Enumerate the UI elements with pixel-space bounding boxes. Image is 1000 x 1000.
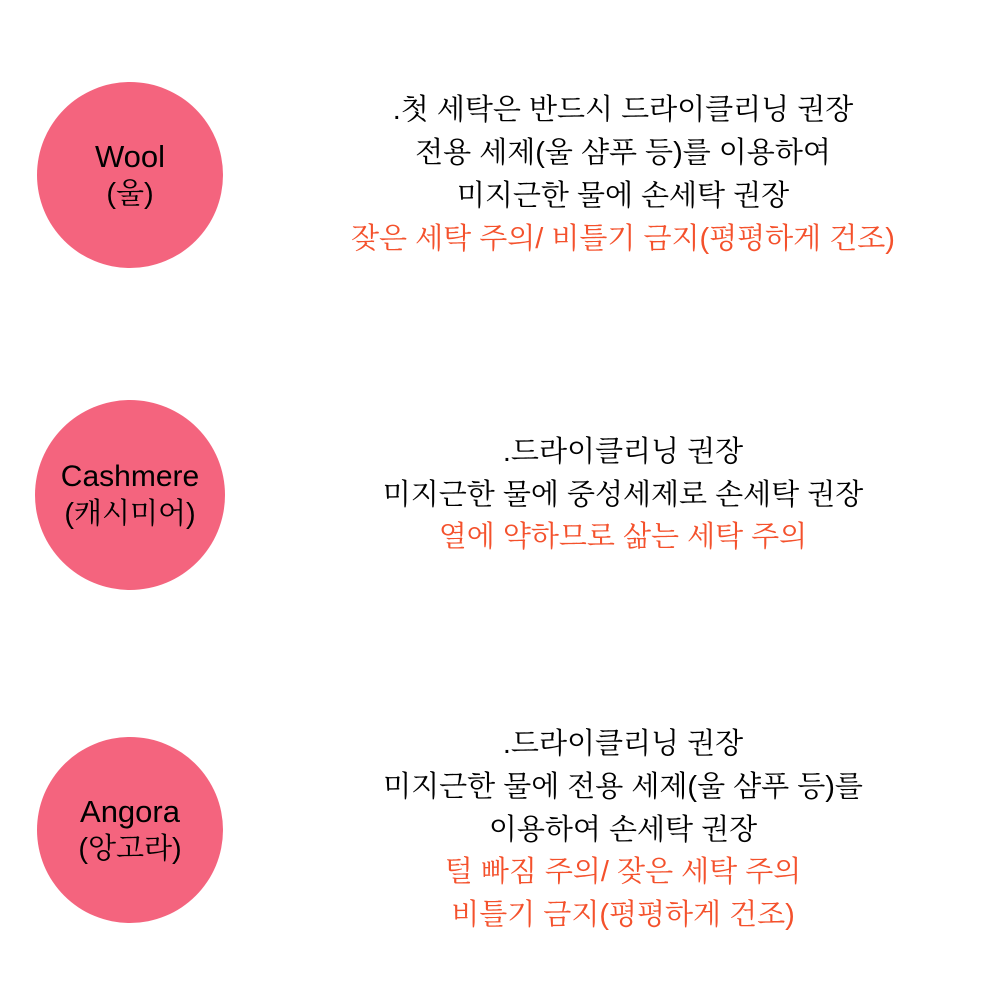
badge-column-wool [0,82,260,268]
fabric-badge-label-ko: (앙고라) [78,833,182,866]
badge-column-cashmere [0,400,260,590]
fabric-badge-label-en: Cashmere [60,460,200,494]
badge-column-angora [0,737,260,923]
care-line: 미지근한 물에 손세탁 권장 [456,180,790,212]
care-line-warning: 털 빠짐 주의/ 잦은 세탁 주의 [444,856,802,889]
care-line: .드라이클리닝 권장 [502,727,744,760]
fabric-badge-label-ko: (울) [106,178,154,211]
care-line: 미지근한 물에 전용 세제(울 샴푸 등)를 [383,770,863,803]
care-instructions-wool [260,89,1000,261]
fabric-badge-cashmere [35,400,225,590]
care-line-warning: 열에 약하므로 삶는 세탁 주의 [438,521,808,554]
care-row-angora [0,680,1000,980]
care-line: .첫 세탁은 반드시 드라이클리닝 권장 [392,94,854,127]
fabric-badge-wool [37,82,223,268]
care-row-wool [0,40,1000,310]
fabric-badge-label-ko: (캐시미어) [64,497,196,530]
care-instructions-cashmere [260,431,1000,560]
care-line-warning: 비틀기 금지(평평하게 건조) [451,899,795,932]
care-line: 전용 세제(울 샴푸 등)를 이용하여 [415,137,831,170]
care-line-warning: 잦은 세탁 주의/ 비틀기 금지(평평하게 건조) [351,222,895,255]
care-instructions-angora [260,723,1000,938]
fabric-badge-angora [37,737,223,923]
care-line: 이용하여 손세탁 권장 [488,813,758,846]
fabric-badge-label-en: Wool [94,138,166,174]
fabric-badge-label-en: Angora [80,793,180,829]
care-line: .드라이클리닝 권장 [502,435,744,468]
care-row-cashmere [0,375,1000,615]
care-line: 미지근한 물에 중성세제로 손세탁 권장 [382,478,864,511]
